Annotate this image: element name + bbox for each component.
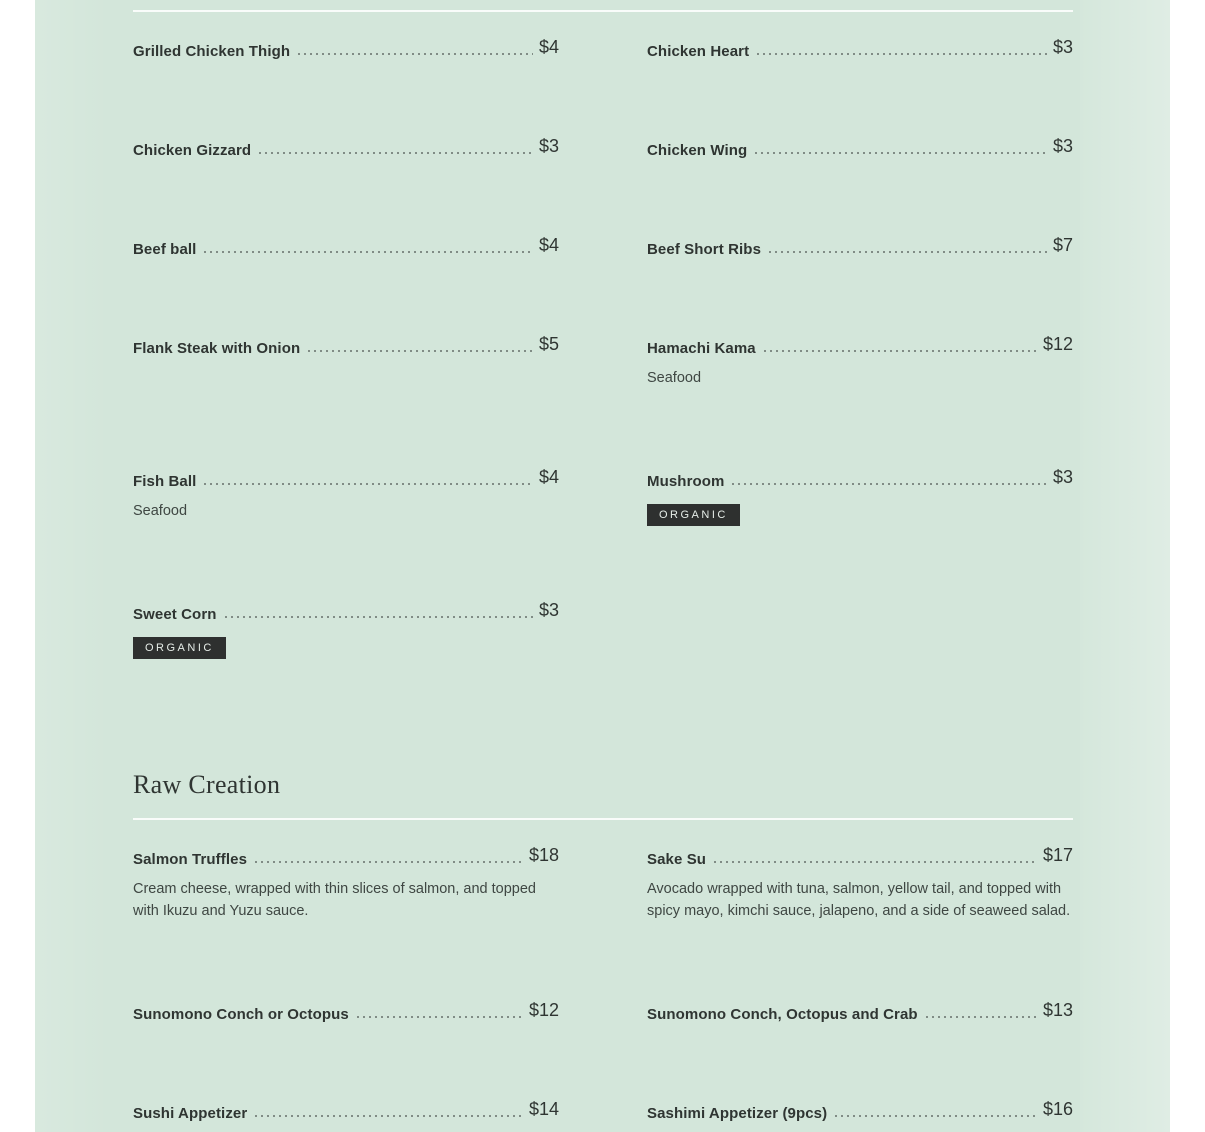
- menu-item-name: Sunomono Conch or Octopus: [133, 1006, 349, 1023]
- menu-item: [133, 599, 559, 659]
- menu-item: [647, 1098, 1073, 1122]
- menu-item-row: [133, 1098, 559, 1122]
- menu-item-row: [647, 234, 1073, 258]
- menu-item: [647, 844, 1073, 922]
- dot-leader: [257, 152, 533, 154]
- menu-item-row: [647, 333, 1073, 357]
- menu-item-row: [133, 999, 559, 1023]
- menu-item-name: Grilled Chicken Thigh: [133, 43, 291, 60]
- menu-item: [133, 844, 559, 922]
- menu-item-price: $17: [1042, 845, 1073, 865]
- section-divider-raw-creation: [133, 818, 1073, 820]
- menu-item-name: Flank Steak with Onion: [133, 340, 301, 357]
- menu-item-price: $14: [528, 1099, 559, 1119]
- dot-leader: [306, 350, 533, 352]
- menu-item-price: $13: [1042, 1000, 1073, 1020]
- menu-item-row: [647, 844, 1073, 868]
- menu-item-name: Sweet Corn: [133, 606, 217, 623]
- menu-item-price: $3: [1052, 136, 1073, 156]
- menu-item-name: Mushroom: [647, 473, 725, 490]
- dot-leader: [296, 53, 533, 55]
- menu-item-description: Cream cheese, wrapped with thin slices of salmon, and topped with Ikuzu and Yuzu sauce.: [133, 881, 536, 919]
- dot-leader: [223, 616, 533, 618]
- menu-item: [647, 999, 1073, 1023]
- menu-item-row: [133, 333, 559, 357]
- dot-leader: [355, 1016, 523, 1018]
- dot-leader: [755, 53, 1047, 55]
- menu-item: [133, 333, 559, 357]
- menu-item-description: Seafood: [647, 370, 702, 386]
- menu-item-price: $5: [538, 334, 559, 354]
- dot-leader: [762, 350, 1037, 352]
- menu-item-name: Sunomono Conch, Octopus and Crab: [647, 1006, 918, 1023]
- menu-item-price: $12: [528, 1000, 559, 1020]
- menu-item: [133, 999, 559, 1023]
- menu-item-name: Chicken Wing: [647, 142, 748, 159]
- menu-item-price: $3: [1052, 37, 1073, 57]
- menu-item: [647, 333, 1073, 389]
- dot-leader: [202, 483, 533, 485]
- menu-item-name: Chicken Heart: [647, 43, 750, 60]
- menu-item-name: Beef ball: [133, 241, 197, 258]
- menu-panel: [35, 0, 1170, 1132]
- dot-leader: [753, 152, 1047, 154]
- section-divider-top: [133, 10, 1073, 12]
- menu-item-row: [133, 135, 559, 159]
- menu-item: [133, 234, 559, 258]
- dot-leader: [253, 861, 523, 863]
- menu-item-description: Seafood: [133, 503, 188, 519]
- menu-item-price: $3: [1052, 467, 1073, 487]
- menu-item: [647, 466, 1073, 526]
- menu-item-row: [133, 599, 559, 623]
- menu-item: [647, 36, 1073, 60]
- dot-leader: [767, 251, 1047, 253]
- menu-item-name: Sake Su: [647, 851, 707, 868]
- menu-item: [133, 36, 559, 60]
- menu-item-price: $18: [528, 845, 559, 865]
- menu-item-name: Sushi Appetizer: [133, 1105, 248, 1122]
- menu-item-description: Avocado wrapped with tuna, salmon, yellow tail, and topped with spicy mayo, kimchi sauce, jalapeno, and a side of seaweed salad.: [647, 881, 1071, 919]
- menu-item-price: $3: [538, 136, 559, 156]
- menu-item-row: [647, 999, 1073, 1023]
- menu-item-name: Hamachi Kama: [647, 340, 756, 357]
- dot-leader: [712, 861, 1037, 863]
- menu-item-price: $4: [538, 235, 559, 255]
- menu-item: [133, 1098, 559, 1122]
- menu-item: [647, 234, 1073, 258]
- menu-item-name: Fish Ball: [133, 473, 197, 490]
- menu-item-price: $12: [1042, 334, 1073, 354]
- menu-item-row: [133, 234, 559, 258]
- menu-item-price: $3: [538, 600, 559, 620]
- organic-badge: ORGANIC: [133, 637, 226, 659]
- dot-leader: [202, 251, 533, 253]
- menu-item-price: $7: [1052, 235, 1073, 255]
- menu-item-name: Sashimi Appetizer (9pcs): [647, 1105, 828, 1122]
- dot-leader: [730, 483, 1047, 485]
- background-texture-right: [1080, 0, 1170, 1132]
- menu-item-row: [647, 135, 1073, 159]
- menu-item: [133, 135, 559, 159]
- menu-item-price: $4: [538, 467, 559, 487]
- menu-item-name: Salmon Truffles: [133, 851, 248, 868]
- menu-item-row: [647, 36, 1073, 60]
- dot-leader: [253, 1115, 523, 1117]
- dot-leader: [924, 1016, 1037, 1018]
- menu-item-price: $16: [1042, 1099, 1073, 1119]
- menu-item-row: [133, 36, 559, 60]
- background-texture-left: [35, 0, 110, 1132]
- menu-item-name: Beef Short Ribs: [647, 241, 762, 258]
- organic-badge: ORGANIC: [647, 504, 740, 526]
- menu-item-price: $4: [538, 37, 559, 57]
- menu-item-name: Chicken Gizzard: [133, 142, 252, 159]
- menu-item: [133, 466, 559, 522]
- menu-item-row: [647, 1098, 1073, 1122]
- menu-item-row: [133, 466, 559, 490]
- section-title-raw-creation: Raw Creation: [133, 770, 281, 799]
- dot-leader: [833, 1115, 1037, 1117]
- menu-item: [647, 135, 1073, 159]
- menu-item-row: [133, 844, 559, 868]
- menu-item-row: [647, 466, 1073, 490]
